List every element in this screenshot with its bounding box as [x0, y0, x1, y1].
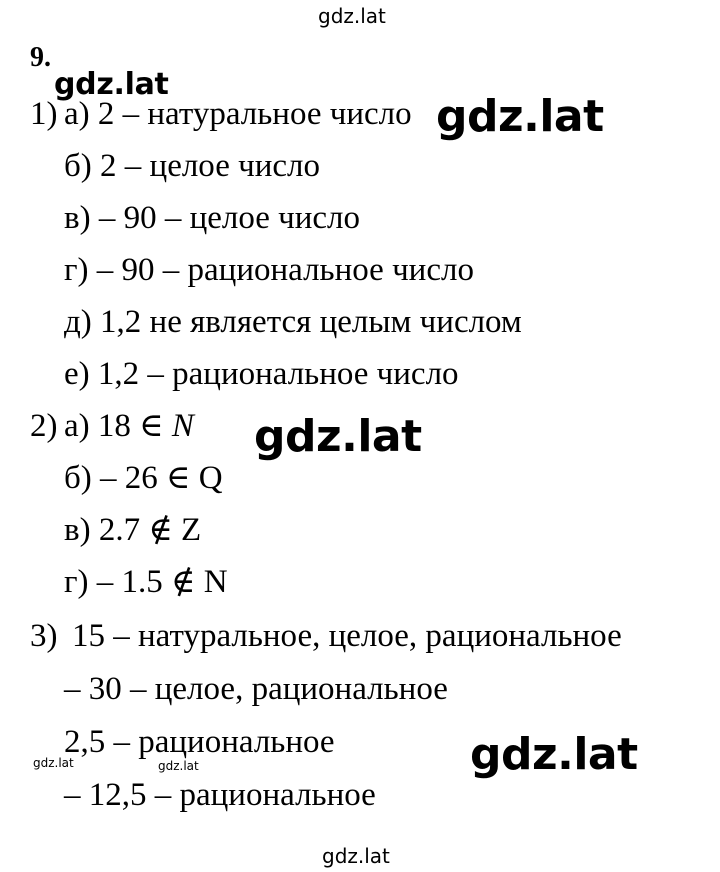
part2-item-a: [64, 410, 194, 443]
part2-item-b-text: б) – 26 ∈: [64, 460, 199, 496]
watermark-tiny-mid: gdz.lat: [158, 759, 199, 773]
part3-item-3: 2,5 – рациональное: [64, 724, 335, 760]
part1-item-b: б) 2 – целое число: [64, 148, 320, 184]
watermark-right-2: gdz.lat: [470, 729, 638, 780]
part2-item-g-text: г) – 1.5 ∉: [64, 564, 204, 600]
part2-item-b: [64, 462, 223, 495]
watermark-near-title: gdz.lat: [54, 67, 169, 102]
part2-item-b-set: Q: [198, 460, 223, 496]
part2-item-v-text: в) 2.7 ∉: [64, 512, 181, 548]
part1-item-e: е) 1,2 – рациональное число: [64, 356, 459, 392]
watermark-right-1: gdz.lat: [436, 91, 604, 142]
part2-item-g: [64, 566, 228, 599]
part3-item-1: 15 – натуральное, целое, рациональное: [72, 618, 622, 654]
part1-item-v: в) – 90 – целое число: [64, 200, 361, 236]
part3-item-2: – 30 – целое, рациональное: [64, 671, 448, 707]
part2-item-a-text: а) 18 ∈: [64, 408, 172, 444]
watermark-tiny-left: gdz.lat: [33, 756, 74, 770]
part1-label: 1): [30, 96, 58, 132]
part2-item-a-set: N: [171, 408, 194, 444]
part3-label: 3): [30, 618, 58, 654]
part2-item-v: [64, 514, 201, 547]
watermark-top: gdz.lat: [318, 4, 386, 28]
part1-item-d: д) 1,2 не является целым числом: [64, 304, 522, 340]
part3-item-4: – 12,5 – рациональное: [64, 777, 376, 813]
problem-number: 9.: [30, 42, 51, 73]
watermark-bottom: gdz.lat: [322, 844, 390, 868]
part2-item-g-set: N: [203, 564, 228, 600]
part1-item-g: г) – 90 – рациональное число: [64, 252, 474, 288]
part2-label: 2): [30, 408, 58, 444]
part1-item-a: а) 2 – натуральное число: [64, 96, 412, 132]
watermark-middle: gdz.lat: [254, 411, 422, 462]
part2-item-v-set: Z: [181, 512, 202, 548]
